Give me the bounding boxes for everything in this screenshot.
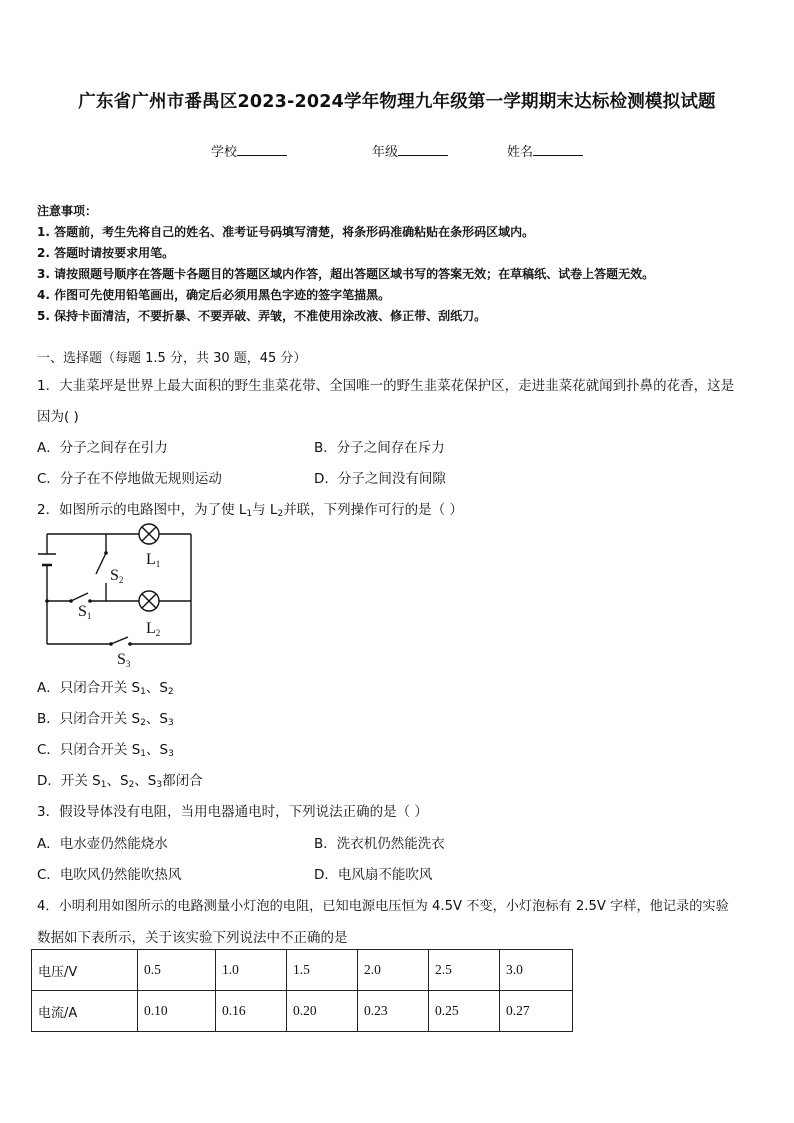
switch-contact bbox=[104, 551, 108, 555]
table-cell: 0.25 bbox=[429, 991, 500, 1032]
q1-option-d: D．分子之间没有间隙 bbox=[314, 471, 446, 487]
table-cell: 0.10 bbox=[138, 991, 216, 1032]
label-l1: L1 bbox=[146, 551, 161, 569]
name-blank bbox=[533, 143, 583, 156]
table-cell-label: 电压/V bbox=[32, 950, 138, 991]
q2-stem-text: 2．如图所示的电路图中，为了使 L bbox=[37, 502, 247, 518]
q1-stem-line1: 1．大韭菜坪是世界上最大面积的野生韭菜花带、全国唯一的野生韭菜花保护区，走进韭菜花就闻到扑鼻的花香，这是 bbox=[37, 378, 735, 394]
q1-option-a: A．分子之间存在引力 bbox=[37, 440, 168, 456]
table-cell: 2.5 bbox=[429, 950, 500, 991]
grade-label: 年级 bbox=[372, 145, 399, 160]
table-cell: 1.5 bbox=[287, 950, 358, 991]
note-item: 2. 答题时请按要求用笔。 bbox=[37, 246, 175, 260]
label-l2: L2 bbox=[146, 620, 161, 638]
q2-option-c: C．只闭合开关 $S_1$、$S_3$ bbox=[37, 742, 174, 759]
q2-stem-text: 并联，下列操作可行的是（ ） bbox=[283, 502, 463, 518]
q3-stem: 3．假设导体没有电阻，当用电器通电时，下列说法正确的是（ ） bbox=[37, 804, 428, 820]
q1-stem-line2: 因为( ) bbox=[37, 409, 79, 425]
table-cell-label: 电流/A bbox=[32, 991, 138, 1032]
table-cell: 0.23 bbox=[358, 991, 429, 1032]
q4-stem-line2: 数据如下表所示，关于该实验下列说法中不正确的是 bbox=[37, 930, 348, 946]
notes-block bbox=[37, 201, 654, 327]
q2-stem-text: 与 L bbox=[252, 502, 278, 518]
table-cell: 3.0 bbox=[500, 950, 573, 991]
switch-contact bbox=[88, 599, 92, 603]
page-title: 广东省广州市番禺区2023-2024学年物理九年级第一学期期末达标检测模拟试题 bbox=[78, 92, 716, 112]
q2-option-b: B．只闭合开关 $S_2$、$S_3$ bbox=[37, 711, 174, 728]
q2-option-a: A．只闭合开关 $S_1$、$S_2$ bbox=[37, 680, 174, 697]
table-row bbox=[32, 950, 573, 991]
q1-option-b: B．分子之间存在斥力 bbox=[314, 440, 445, 456]
q3-option-c: C．电吹风仍然能吹热风 bbox=[37, 867, 182, 883]
name-field bbox=[507, 141, 583, 160]
data-table bbox=[31, 949, 573, 1032]
section-heading: 一、选择题（每题 1.5 分，共 30 题，45 分） bbox=[37, 351, 307, 366]
switch-s2-blade bbox=[96, 553, 106, 574]
switch-s3-blade bbox=[111, 637, 128, 644]
switch-contact bbox=[109, 642, 113, 646]
grade-field bbox=[372, 141, 448, 160]
table-cell: 1.0 bbox=[216, 950, 287, 991]
q3-option-d: D．电风扇不能吹风 bbox=[314, 867, 433, 883]
q2-option-d: D．开关 $S_1$、$S_2$、$S_3$都闭合 bbox=[37, 773, 203, 790]
switch-contact bbox=[128, 642, 132, 646]
note-item: 4. 作图可先使用铅笔画出，确定后必须用黑色字迹的签字笔描黑。 bbox=[37, 288, 391, 302]
table-cell: 0.20 bbox=[287, 991, 358, 1032]
name-label: 姓名 bbox=[507, 145, 534, 160]
note-item: 1. 答题前，考生先将自己的姓名、准考证号码填写清楚，将条形码准确粘贴在条形码区域内。 bbox=[37, 225, 535, 239]
q3-option-b: B．洗衣机仍然能洗衣 bbox=[314, 836, 445, 852]
table-cell: 0.27 bbox=[500, 991, 573, 1032]
switch-contact bbox=[69, 599, 73, 603]
table-row bbox=[32, 991, 573, 1032]
label-s3: S3 bbox=[117, 651, 131, 669]
note-item: 5. 保持卡面清洁，不要折暴、不要弄破、弄皱，不准使用涂改液、修正带、刮纸刀。 bbox=[37, 309, 487, 323]
q2-stem bbox=[37, 498, 463, 519]
notes-heading: 注意事项： bbox=[37, 204, 98, 218]
subscript: 2 bbox=[277, 509, 284, 519]
grade-blank bbox=[398, 143, 448, 156]
note-item: 3. 请按照题号顺序在答题卡各题目的答题区域内作答，超出答题区域书写的答案无效；在草稿纸、试卷上答题无效。 bbox=[37, 267, 655, 281]
table-cell: 2.0 bbox=[358, 950, 429, 991]
q3-option-a: A．电水壶仍然能烧水 bbox=[37, 836, 168, 852]
label-s1: S1 bbox=[78, 603, 92, 621]
switch-s1-blade bbox=[71, 593, 88, 601]
school-label: 学校 bbox=[211, 145, 238, 160]
table-cell: 0.16 bbox=[216, 991, 287, 1032]
q1-option-c: C．分子在不停地做无规则运动 bbox=[37, 471, 222, 487]
subscript: 1 bbox=[246, 509, 253, 519]
label-s2: S2 bbox=[110, 567, 124, 585]
school-field bbox=[211, 141, 287, 160]
q4-stem-line1: 4．小明利用如图所示的电路测量小灯泡的电阻，已知电源电压恒为 4.5V 不变，小灯泡标有 2.5V 字样，他记录的实验 bbox=[37, 899, 729, 914]
school-blank bbox=[237, 143, 287, 156]
junction-dot bbox=[45, 599, 49, 603]
table-cell: 0.5 bbox=[138, 950, 216, 991]
circuit-diagram bbox=[30, 520, 210, 670]
